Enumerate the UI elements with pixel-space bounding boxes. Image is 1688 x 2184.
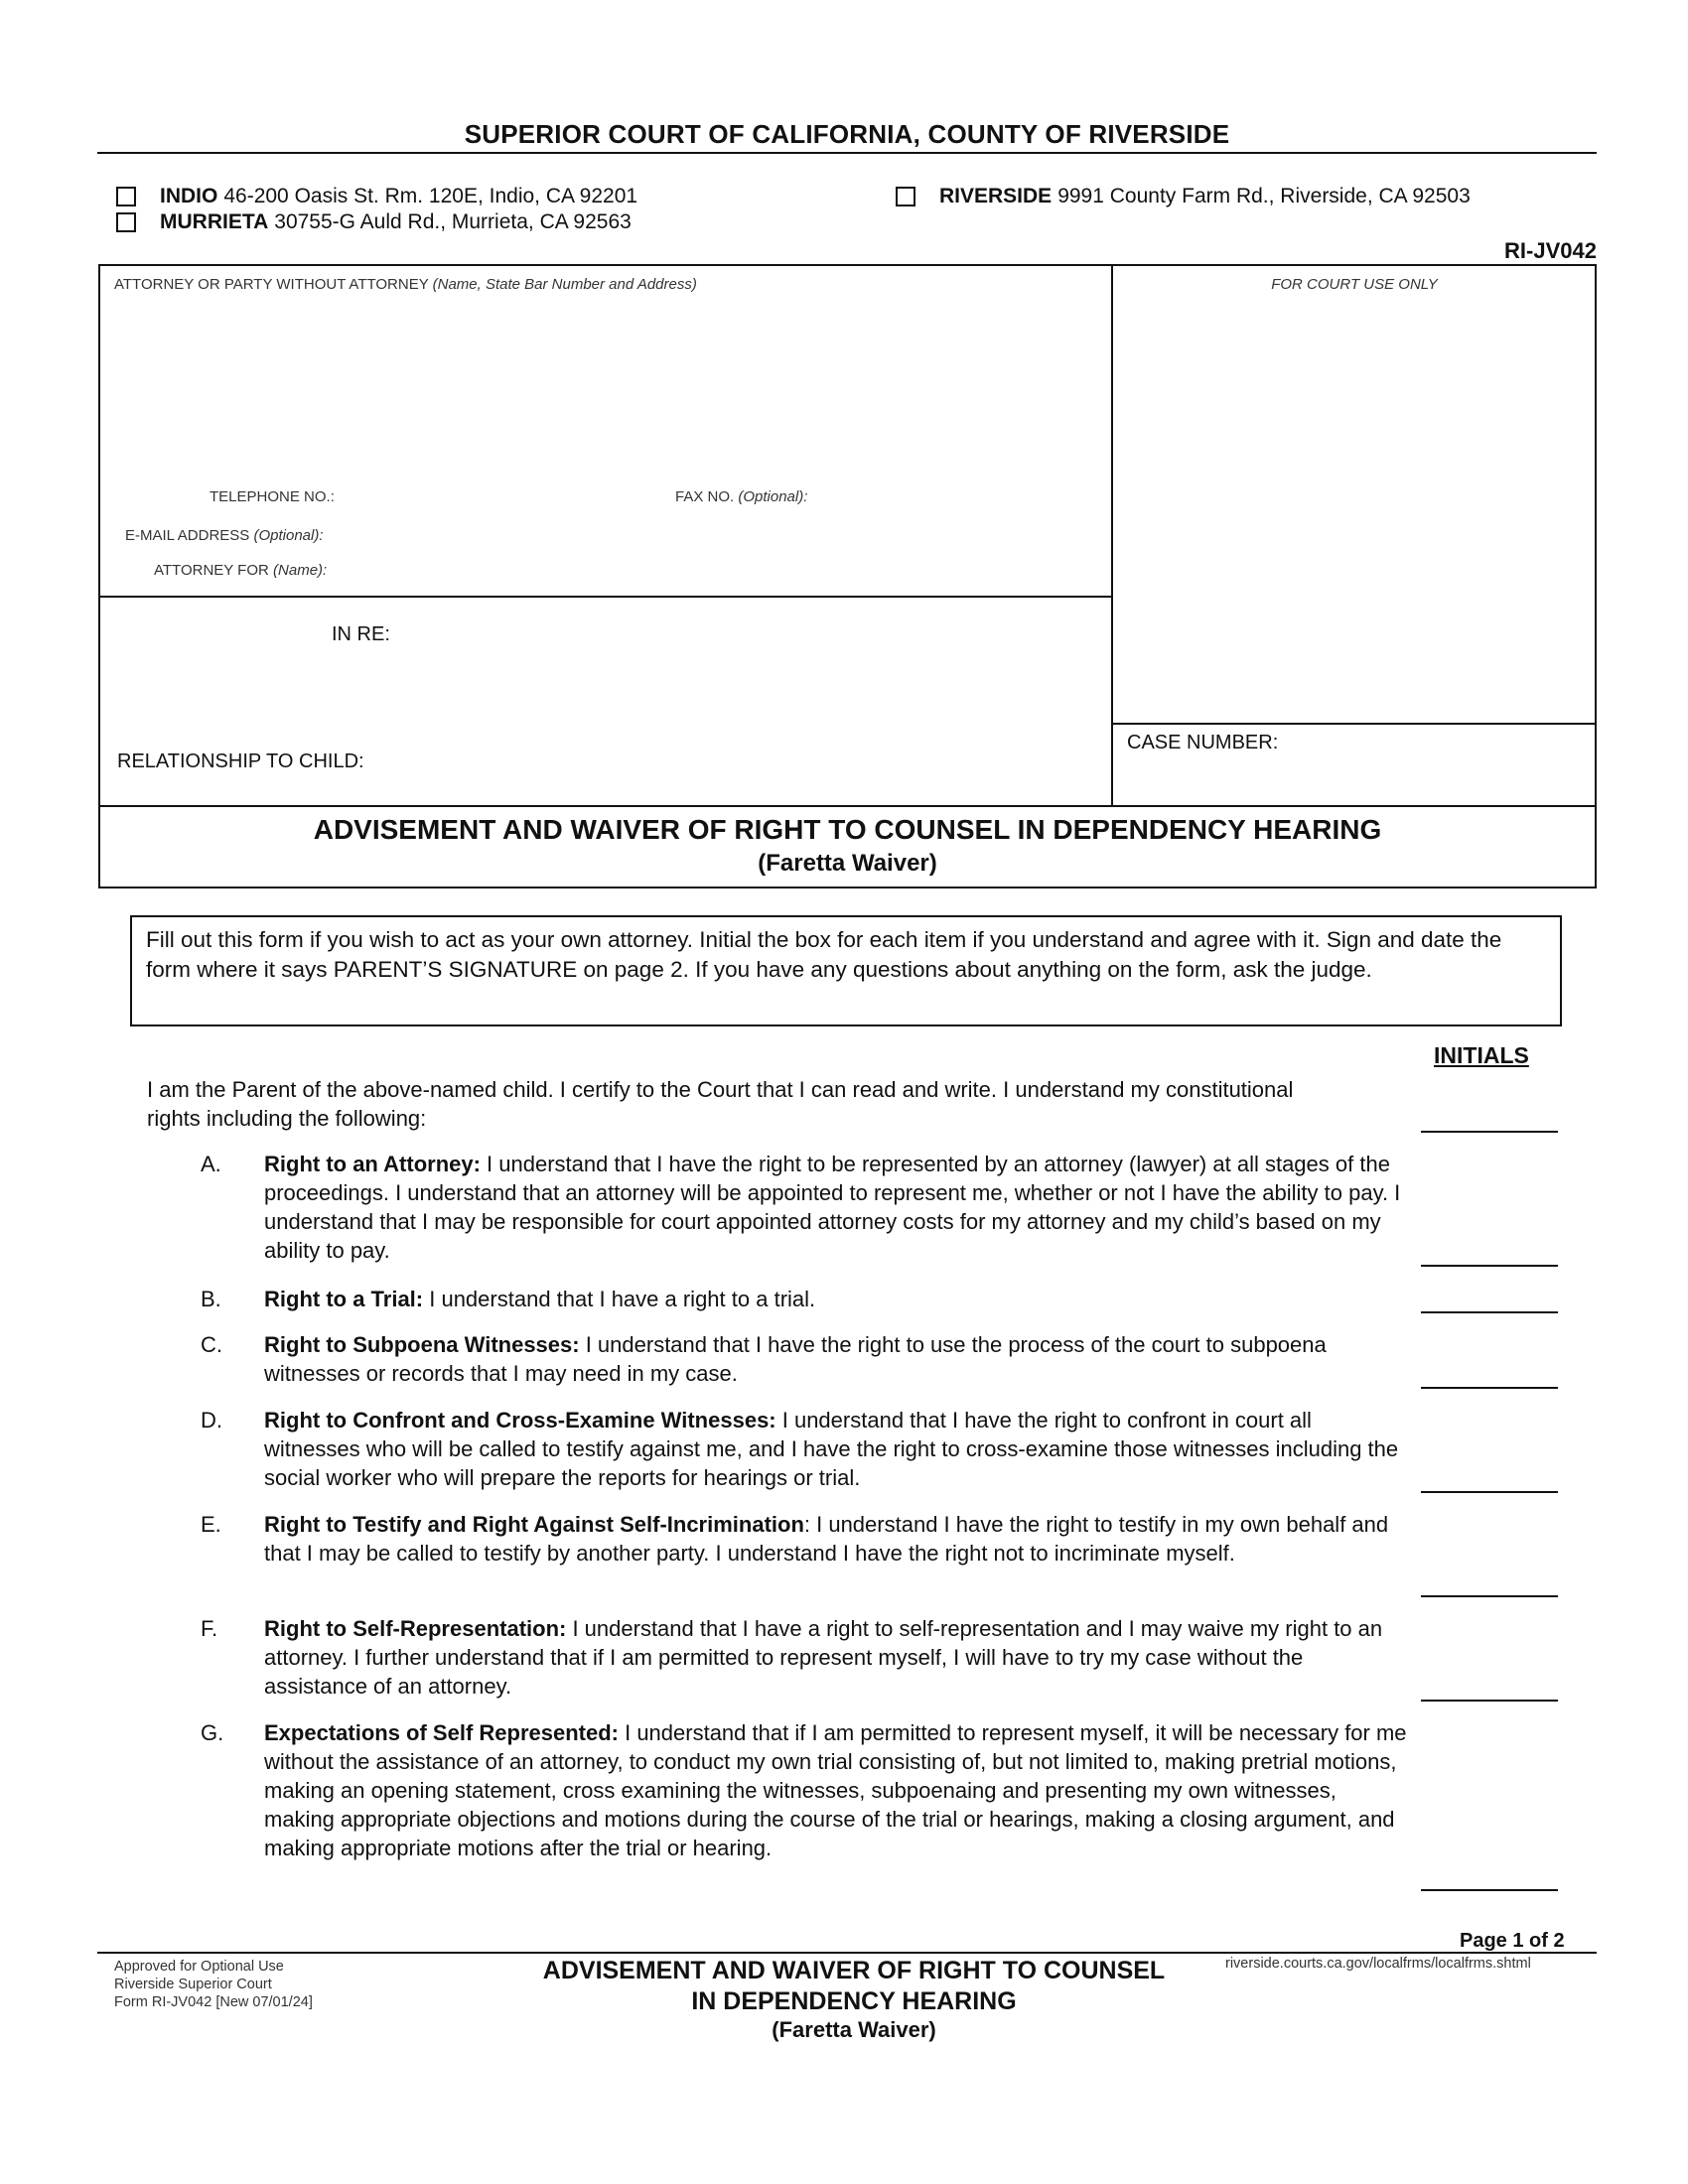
item-letter: A.: [201, 1152, 221, 1176]
item-letter: D.: [201, 1408, 222, 1433]
item-heading: Right to Self-Representation:: [264, 1616, 567, 1641]
footer-rule: [97, 1952, 1597, 1954]
item-letter: C.: [201, 1332, 222, 1357]
item-text: [264, 1510, 1412, 1568]
item-heading: Expectations of Self Represented:: [264, 1720, 619, 1745]
document-subtitle: (Faretta Waiver): [758, 850, 937, 877]
item-body: I understand that if I am permitted to represent myself, it will be necessary for me without the assistance of an attorney, to conduct my own trial consisting of, but not limited to, making pretrial motions, making an opening statement, cross examining the witnesses, subpoenaing and presenting my own witnesses, making appropriate objections and motions during the course of the trial or hearings, making a closing argument, and making appropriate motions after the trial or hearing.: [264, 1720, 1407, 1860]
location-address: 30755-G Auld Rd., Murrieta, CA 92563: [274, 210, 632, 233]
item-letter: B.: [201, 1287, 221, 1311]
court-title: SUPERIOR COURT OF CALIFORNIA, COUNTY OF RIVERSIDE: [464, 119, 1230, 149]
footer-approval-line: Riverside Superior Court: [114, 1977, 272, 1992]
initials-line-a[interactable]: [1421, 1265, 1558, 1267]
riverside-checkbox[interactable]: [896, 187, 915, 206]
footer-approval-line: Approved for Optional Use: [114, 1959, 284, 1975]
initials-line-e[interactable]: [1421, 1595, 1558, 1597]
header-rule: [97, 152, 1597, 154]
location-address: 9991 County Farm Rd., Riverside, CA 92503: [1057, 185, 1471, 207]
footer-title-line1: ADVISEMENT AND WAIVER OF RIGHT TO COUNSEL: [542, 1957, 1166, 1984]
document-title: ADVISEMENT AND WAIVER OF RIGHT TO COUNSEL IN DEPENDENCY HEARING: [313, 814, 1382, 845]
fax-label: [675, 488, 807, 505]
fax-note: (Optional):: [738, 488, 808, 505]
location-indio: [116, 185, 637, 208]
location-address: 46-200 Oasis St. Rm. 120E, Indio, CA 92201: [223, 185, 638, 207]
item-text: [264, 1330, 1412, 1388]
location-riverside: [896, 185, 1471, 208]
item-body: : I understand I have the right to testify in my own behalf and that I may be called to testify by another party. I understand I have the right not to incriminate myself.: [264, 1512, 1389, 1566]
location-name: MURRIETA: [160, 210, 269, 233]
footer-title-line2: IN DEPENDENCY HEARING: [691, 1987, 1017, 2015]
instructions-box: Fill out this form if you wish to act as your own attorney. Initial the box for each item if you understand and agree with it. Sign and date the form where it says PARENT’S SIGNATURE on page 2. If you have any questions about anything on the form, ask the judge.: [130, 915, 1562, 1026]
attorney-for-text: ATTORNEY FOR: [154, 562, 269, 579]
location-name: INDIO: [160, 185, 218, 207]
item-letter: G.: [201, 1720, 224, 1745]
attorney-label-note: (Name, State Bar Number and Address): [432, 276, 697, 293]
relationship-label: RELATIONSHIP TO CHILD:: [117, 751, 364, 772]
caption-hline-case: [1111, 723, 1597, 725]
item-text: [264, 1406, 1412, 1492]
footer-approval-line: Form RI-JV042 [New 07/01/24]: [114, 1994, 313, 2010]
rights-item-c: [201, 1330, 1412, 1388]
item-heading: Right to Testify and Right Against Self-Incrimination: [264, 1512, 804, 1537]
footer-subtitle: (Faretta Waiver): [772, 2017, 936, 2042]
in-re-label: IN RE:: [332, 623, 390, 645]
item-heading: Right to Confront and Cross-Examine Witnesses:: [264, 1408, 776, 1433]
rights-item-a: [201, 1150, 1412, 1265]
item-body: I understand that I have a right to a trial.: [423, 1287, 816, 1311]
location-name: RIVERSIDE: [939, 185, 1053, 207]
item-text: [264, 1285, 1412, 1313]
initials-line-d[interactable]: [1421, 1491, 1558, 1493]
item-heading: Right to Subpoena Witnesses:: [264, 1332, 580, 1357]
item-text: [264, 1150, 1412, 1265]
attorney-for-note: (Name):: [273, 562, 328, 579]
item-heading: Right to a Trial:: [264, 1287, 424, 1311]
item-text: [264, 1614, 1412, 1701]
initials-line-intro[interactable]: [1421, 1131, 1558, 1133]
item-body: I understand that I have the right to be represented by an attorney (lawyer) at all stages of the proceedings. I understand that an attorney will be appointed to represent me, whether or not I have the ability to pay. I understand that I may be responsible for court appointed attorney costs for my attorney and my child’s based on my ability to pay.: [264, 1152, 1401, 1263]
item-body: I understand that I have the right to use the process of the court to subpoena witnesses or records that I may need in my case.: [264, 1332, 1327, 1386]
initials-header: INITIALS: [1434, 1042, 1529, 1068]
indio-checkbox[interactable]: [116, 187, 136, 206]
court-use-text: FOR COURT USE ONLY: [1271, 276, 1438, 293]
item-text: [264, 1718, 1412, 1862]
case-number-label: CASE NUMBER:: [1127, 732, 1279, 753]
court-use-label: [1112, 276, 1597, 293]
rights-item-e: [201, 1510, 1412, 1568]
initials-line-c[interactable]: [1421, 1387, 1558, 1389]
rights-item-g: [201, 1718, 1412, 1862]
initials-line-b[interactable]: [1421, 1311, 1558, 1313]
intro-text: I am the Parent of the above-named child. I certify to the Court that I can read and write. I understand my constitutional rights including the following:: [147, 1077, 1294, 1131]
initials-line-g[interactable]: [1421, 1889, 1558, 1891]
attorney-label: [114, 276, 697, 293]
caption-hline-attorney: [98, 596, 1112, 598]
footer-url[interactable]: riverside.courts.ca.gov/localfrms/localfrms.shtml: [1225, 1956, 1531, 1972]
rights-item-b: [201, 1285, 1412, 1313]
item-letter: F.: [201, 1616, 218, 1641]
footer-approval: [114, 1958, 313, 2011]
initials-line-f[interactable]: [1421, 1700, 1558, 1702]
item-letter: E.: [201, 1512, 221, 1537]
item-heading: Right to an Attorney:: [264, 1152, 481, 1176]
attorney-label-text: ATTORNEY OR PARTY WITHOUT ATTORNEY: [114, 276, 429, 293]
location-murrieta: [116, 210, 632, 234]
murrieta-checkbox[interactable]: [116, 212, 136, 232]
email-note: (Optional):: [253, 527, 324, 544]
attorney-for-label: [154, 562, 327, 579]
form-id: RI-JV042: [1504, 238, 1597, 263]
item-body: I understand that I have the right to confront in court all witnesses who will be called to testify against me, and I have the right to cross-examine those witnesses including the social worker who will prepare the reports for hearings or trial.: [264, 1408, 1399, 1490]
rights-item-f: [201, 1614, 1412, 1701]
email-label: [125, 527, 324, 544]
page-number: Page 1 of 2: [1460, 1930, 1565, 1952]
rights-item-d: [201, 1406, 1412, 1492]
caption-hline-title: [98, 805, 1597, 807]
footer-title: [477, 1956, 1231, 2017]
telephone-label: TELEPHONE NO.:: [210, 488, 335, 505]
fax-text: FAX NO.: [675, 488, 735, 505]
email-text: E-MAIL ADDRESS: [125, 527, 250, 544]
item-body: I understand that I have a right to self-representation and I may waive my right to an attorney. I further understand that if I am permitted to represent myself, I will have to try my case without the assistance of an attorney.: [264, 1616, 1383, 1699]
